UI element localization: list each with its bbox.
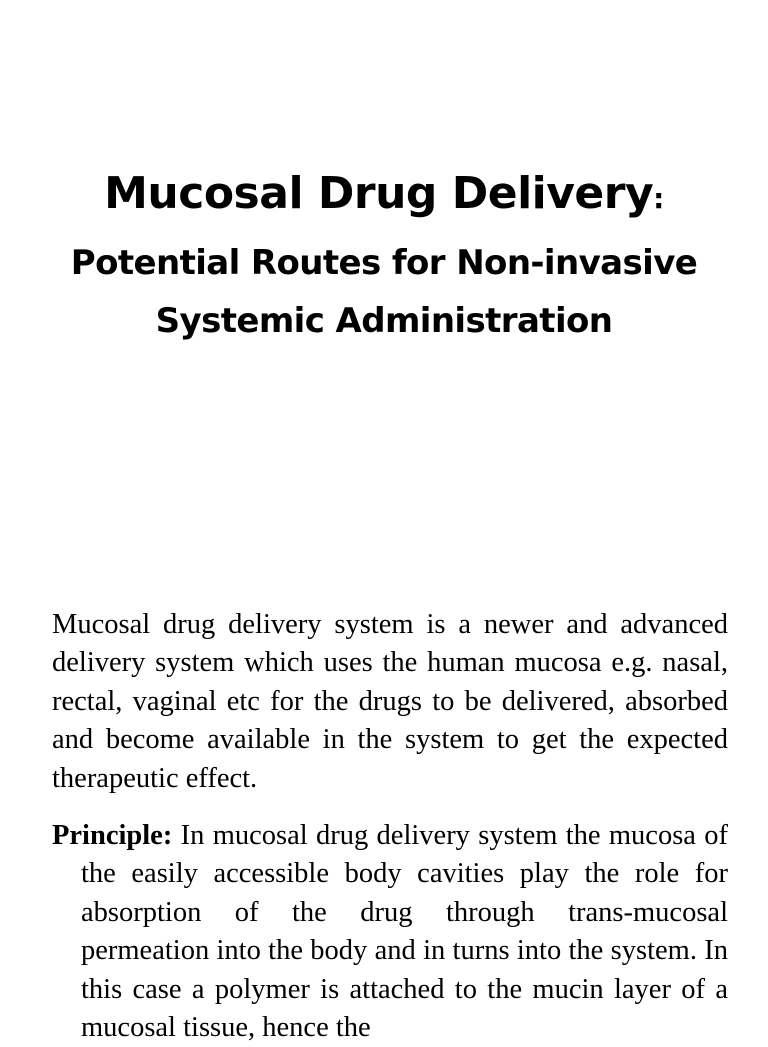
intro-paragraph: Mucosal drug delivery system is a newer and advanced delivery system which uses the human mucosa e.g. nasal, rectal, vaginal etc for the drugs to be delivered, absorbed and become available in the system to get the expected therapeutic effect. — [52, 609, 728, 794]
principle-paragraph — [52, 817, 728, 1047]
page-title-colon: : — [653, 182, 664, 215]
subtitle-line-1: Potential Routes for Non-invasive — [70, 243, 698, 283]
body-text — [52, 606, 728, 1047]
title-block — [0, 165, 768, 350]
page-title-text: Mucosal Drug Delivery — [104, 168, 654, 219]
principle-text: In mucosal drug delivery system the mucosa of the easily accessible body cavities play the role for absorption of the drug through trans-mucosal permeation into the body and in turns into the system. In this case a polymer is attached to the mucin layer of a mucosal tissue, hence the — [81, 820, 728, 1044]
subtitle-line-2: Systemic Administration — [155, 301, 613, 341]
page-title — [0, 165, 768, 228]
principle-label: Principle: — [52, 820, 173, 852]
page-subtitle — [0, 234, 768, 350]
